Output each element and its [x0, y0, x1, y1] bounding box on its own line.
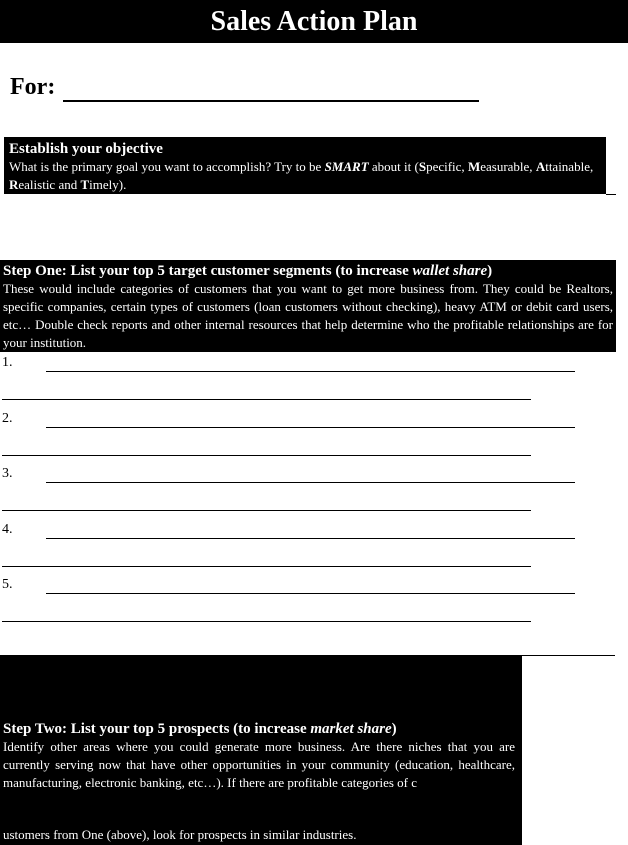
entry-line-5b[interactable]: [2, 621, 531, 622]
objective-section: [4, 137, 606, 194]
item-number-2: 2.: [2, 411, 13, 426]
step-one-section: [0, 260, 616, 352]
entry-line-4a[interactable]: [46, 538, 575, 539]
entry-line-1a[interactable]: [46, 371, 575, 372]
item-number-3: 3.: [2, 466, 13, 481]
for-name-field[interactable]: [63, 100, 479, 102]
step-one-heading: Step One: List your top 5 target customer segments (to increase wallet share): [3, 263, 493, 279]
step-two-description-continued: ustomers from One (above), look for prospects in similar industries.: [3, 827, 357, 842]
entry-line-4b[interactable]: [2, 566, 531, 567]
item-number-5: 5.: [2, 577, 13, 592]
entry-line-2b[interactable]: [2, 455, 531, 456]
entry-line-2a[interactable]: [46, 427, 575, 428]
objective-heading: Establish your objective: [9, 141, 163, 157]
entry-line-1b[interactable]: [2, 399, 531, 400]
page-title: Sales Action Plan: [0, 0, 628, 43]
step-two-heading: Step Two: List your top 5 prospects (to increase market share): [3, 721, 397, 737]
objective-description: What is the primary goal you want to accomplish? Try to be SMART about it (Specific, Measurable, Attainable, Realistic and Timely).: [9, 159, 594, 192]
entry-line-3a[interactable]: [46, 482, 575, 483]
item-number-4: 4.: [2, 522, 13, 537]
step-one-description: These would include categories of customers that you want to get more business from. They could be Realtors, specific companies, certain types of customers (loan customers without checking), heavy ATM or debit card users, etc… Double check reports and other internal resources that help determine who the profitable relationships are for your institution.: [3, 281, 613, 350]
objective-underline: [606, 194, 616, 195]
entry-line-3b[interactable]: [2, 510, 531, 511]
entry-line-5a[interactable]: [46, 593, 575, 594]
step-two-description: Identify other areas where you could generate more business. Are there niches that you are currently serving now that have other opportunities in your community (education, healthcare, manufacturing, electronic banking, etc…). If there are profitable categories of c: [3, 739, 515, 790]
for-label: For:: [10, 74, 56, 100]
item-number-1: 1.: [2, 355, 13, 370]
step-two-section: [0, 656, 522, 845]
